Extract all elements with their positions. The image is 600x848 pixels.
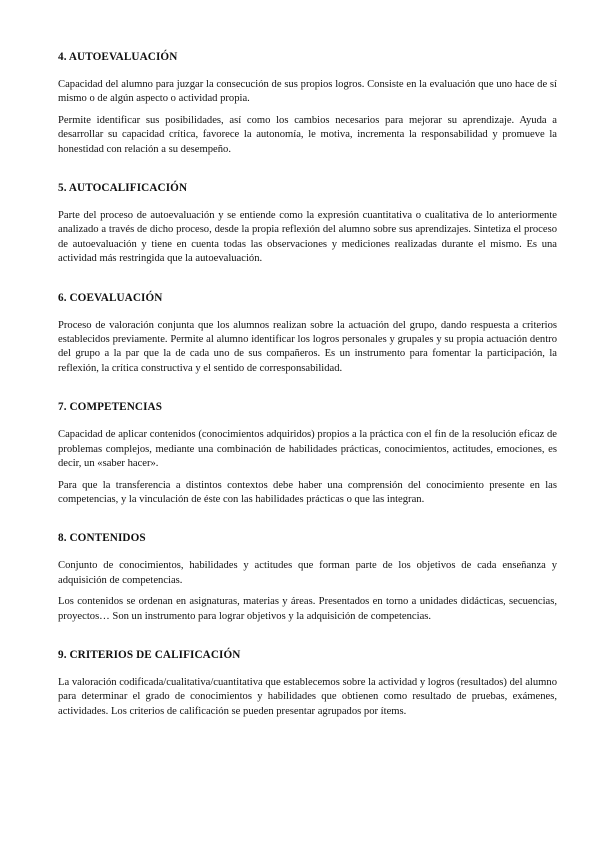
section-paragraph: Los contenidos se ordenan en asignaturas, materias y áreas. Presentados en torno a unidades didácticas, secuencias, proyectos… Son un instrumento para lograr objetivos y la adquisición de competencias.	[58, 596, 557, 622]
section-paragraph: Capacidad del alumno para juzgar la consecución de sus propios logros. Consiste en la evaluación que uno hace de sí mismo o de algún aspecto o actividad propia.	[58, 79, 557, 105]
section-paragraph: Para que la transferencia a distintos contextos debe haber una comprensión del conocimiento presente en las competencias, y la vinculación de éste con las habilidades prácticas o que las integran.	[58, 479, 557, 505]
section-heading: 5. AUTOCALIFICACIÓN	[58, 182, 188, 195]
section-paragraph: Permite identificar sus posibilidades, así como los cambios necesarios para mejorar su aprendizaje. Ayuda a desarrollar su capacidad crítica, favorece la autonomía, le motiva, incrementa la responsabilidad y promueve la honestidad con relación a su desempeño.	[58, 114, 557, 155]
section-contenidos	[58, 531, 557, 624]
section-heading: 6. COEVALUACIÓN	[58, 291, 163, 304]
section-heading: 7. COMPETENCIAS	[58, 401, 163, 414]
section-criterios-de-calificacion	[58, 648, 557, 719]
section-heading: 4. AUTOEVALUACIÓN	[58, 51, 178, 63]
section-paragraph: Parte del proceso de autoevaluación y se entiende como la expresión cuantitativa o cualitativa de lo anteriormente analizado a través de dicho proceso, desde la propia reflexión del alumno sobre sus aprendizajes. Sintetiza el proceso de autoevaluación y tiene en cuenta todas las observaciones y mediciones realizadas durante el mismo. Es una actividad más restringida que la autoevaluación.	[58, 210, 557, 265]
section-paragraph: Capacidad de aplicar contenidos (conocimientos adquiridos) propios a la práctica con el fin de la resolución eficaz de problemas complejos, mediante una combinación de habilidades prácticas, conocimientos, actitudes, emociones, es decir, un «saber hacer».	[58, 429, 557, 470]
section-paragraph: Proceso de valoración conjunta que los alumnos realizan sobre la actuación del grupo, dando respuesta a criterios establecidos previamente. Permite al alumno identificar los logros personales y grupales y su propia actuación dentro del grupo a la par que la de cada uno de sus compañeros. Es un instrumento para fomentar la participación, la reflexión, la crítica constructiva y el sentido de corresponsabilidad.	[58, 319, 557, 374]
section-autoevaluacion	[58, 50, 557, 157]
section-autocalificacion	[58, 181, 557, 267]
section-heading: 9. CRITERIOS DE CALIFICACIÓN	[58, 648, 241, 661]
section-paragraph: Conjunto de conocimientos, habilidades y actitudes que forman parte de los objetivos de cada enseñanza y adquisición de competencias.	[58, 560, 557, 586]
section-competencias	[58, 400, 557, 507]
section-paragraph: La valoración codificada/cualitativa/cuantitativa que establecemos sobre la actividad y logros (resultados) del alumno para determinar el grado de conocimientos y habilidades que obtienen como resultado de pruebas, exámenes, actividades. Los criterios de calificación se pueden presentar agrupados por ítems.	[58, 676, 557, 717]
section-heading: 8. CONTENIDOS	[58, 532, 146, 545]
section-coevaluacion	[58, 291, 557, 377]
